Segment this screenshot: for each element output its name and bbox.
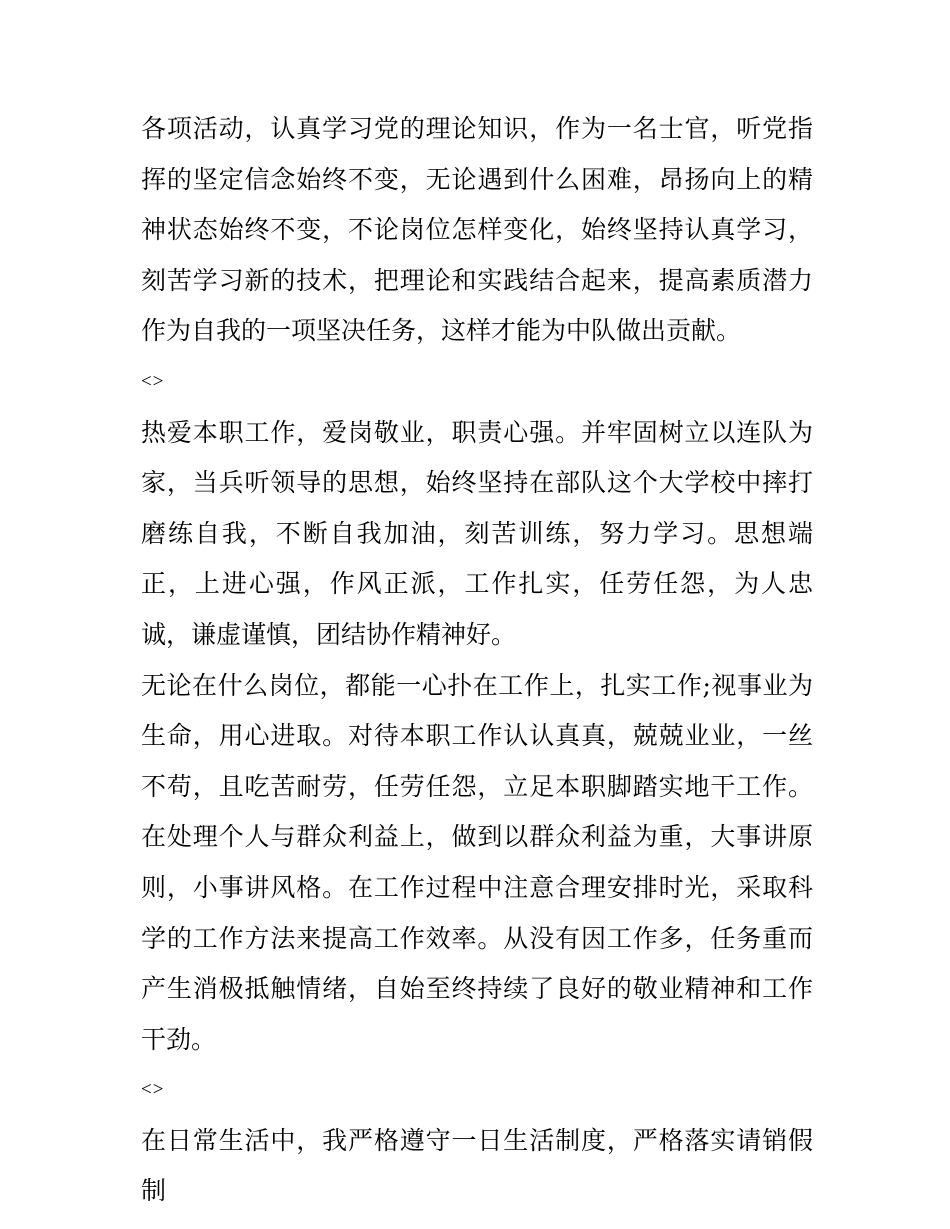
- section-marker: <>: [141, 1079, 165, 1101]
- paragraph-daily-life: 在日常生活中，我严格遵守一日生活制度，严格落实请销假制: [141, 1125, 813, 1206]
- document-body: [141, 104, 813, 1217]
- paragraph-work-dedication: 无论在什么岗位，都能一心扑在工作上，扎实工作;视事业为生命，用心进取。对待本职工作认认真真，兢兢业业，一丝不苟，且吃苦耐劳，任劳任怨，立足本职脚踏实地干工作。在处理个人与群众利益上，做到以群众利益为重，大事讲原则，小事讲风格。在工作过程中注意合理安排时光，采取科学的工作方法来提高工作效率。从没有因工作多，任务重而产生消极抵触情绪，自始至终持续了良好的敬业精神和工作干劲。: [141, 670, 813, 1054]
- paragraph-study-theory: 各项活动，认真学习党的理论知识，作为一名士官，听党指挥的坚定信念始终不变，无论遇到什么困难，昂扬向上的精神状态始终不变，不论岗位怎样变化，始终坚持认真学习，刻苦学习新的技术，把理论和实践结合起来，提高素质潜力作为自我的一项坚决任务，这样才能为中队做出贡献。: [141, 114, 813, 346]
- section-marker: <>: [141, 370, 165, 392]
- paragraph-love-job: 热爱本职工作，爱岗敬业，职责心强。并牢固树立以连队为家，当兵听领导的思想，始终坚持在部队这个大学校中摔打磨练自我，不断自我加油，刻苦训练，努力学习。思想端正，上进心强，作风正派，工作扎实，任劳任怨，为人忠诚，谦虚谨慎，团结协作精神好。: [141, 417, 813, 649]
